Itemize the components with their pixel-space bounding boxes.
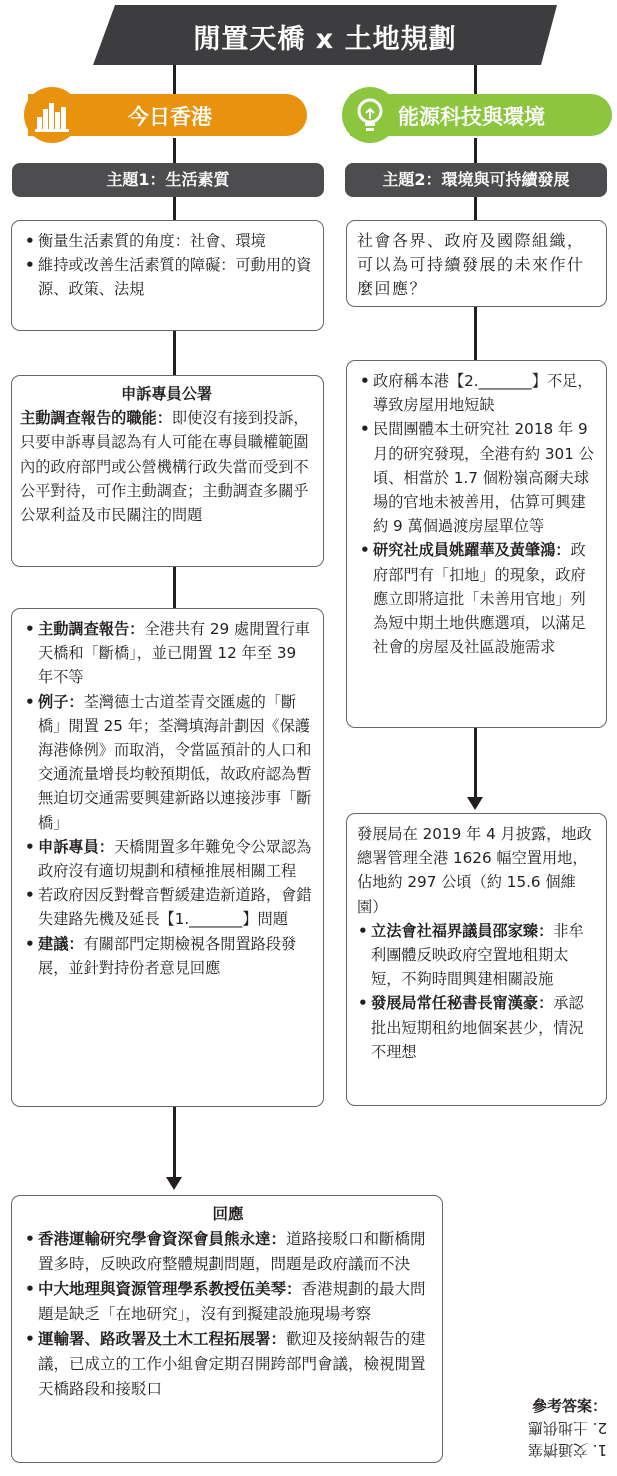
list-item bbox=[24, 1227, 432, 1277]
text-body: 天橋閒置多年難免令公眾認為政府沒有適切規劃和積極推展相關工程 bbox=[38, 837, 312, 881]
connector-line bbox=[474, 307, 477, 361]
text-body: 政府部門有「扣地」的現象，政府應立即將這批「未善用官地」列為短中期土地供應選項，以滿足社會的房屋及社區設施需求 bbox=[373, 541, 586, 657]
title-banner bbox=[93, 5, 557, 65]
section-title-left: 今日香港 bbox=[128, 105, 212, 129]
list-item bbox=[359, 369, 598, 417]
connector-line bbox=[173, 566, 176, 608]
box-text: 社會各界、政府及國際組織，可以為可持續發展的未來作什麼回應？ bbox=[357, 231, 585, 299]
list-item bbox=[359, 538, 598, 659]
text-label: 主動調查報告： bbox=[38, 620, 145, 638]
connector-line bbox=[173, 331, 176, 376]
city-skyline-icon bbox=[24, 87, 80, 143]
list-item bbox=[24, 932, 313, 980]
section-title-right: 能源科技與環境 bbox=[398, 105, 545, 129]
text-label: 中大地理與資源管理學系教授伍美琴： bbox=[38, 1280, 302, 1298]
text-body: 若政府因反對聲音暫緩建造新道路，會錯失建路先機及延長【1._______】問題 bbox=[38, 886, 312, 929]
section-label-hong-kong bbox=[28, 94, 307, 136]
list-item bbox=[357, 991, 598, 1064]
box-text: 發展局在 2019 年 4 月披露，地政總署管理全港 1626 幅空置用地，佔地約 297 公頃（約 15.6 個維園） bbox=[357, 825, 592, 916]
response-box bbox=[11, 1195, 443, 1463]
answer-1: 1. 交通擠塞 bbox=[527, 1441, 607, 1459]
left-box-quality-of-life bbox=[11, 220, 324, 331]
connector-line bbox=[474, 138, 477, 166]
connector-line bbox=[173, 196, 176, 222]
text-body: 民間團體本土研究社 2018 年 9 月的研究發現，全港有約 301 公頃、相當於 1.7 個粉嶺高爾夫球場的官地未被善用，估算可興建約 9 萬個過渡房屋單位等 bbox=[373, 420, 594, 536]
text-label: 運輸署、路政署及土木工程拓展署： bbox=[38, 1330, 287, 1348]
text-label: 香港運輸研究學會資深會員熊永達： bbox=[38, 1230, 287, 1248]
text-body: 即使沒有接到投訴，只要申訴專員認為有人可能在專員職權範圍內的政府部門或公營機構行政失當而受到不公平對待，可作主動調查；主動調查多關乎公眾利益及市民關注的問題 bbox=[20, 409, 309, 525]
reference-answers bbox=[497, 1395, 607, 1461]
text-body: 非牟利團體反映政府空置地租期太短，不夠時間興建相關設施 bbox=[371, 921, 584, 989]
right-box-land-shortage bbox=[346, 360, 607, 728]
list-item bbox=[24, 617, 313, 690]
section-label-energy bbox=[350, 94, 612, 136]
lightbulb-icon bbox=[342, 87, 398, 143]
list-item: • 衡量生活素質的角度：社會、環境 bbox=[24, 229, 313, 253]
connector-line bbox=[173, 138, 176, 166]
list-item bbox=[357, 919, 598, 992]
list-item bbox=[359, 417, 598, 538]
text-label: 發展局常任秘書長甯漢豪： bbox=[371, 994, 554, 1013]
list-item bbox=[24, 883, 313, 931]
text-body: 荃灣德士古道荃青交匯處的「斷橋」閒置 25 年；荃灣填海計劃因《保護海港條例》而取消，令當區預計的人口和交通流量增長均較預期低，故政府認為暫無迫切交通需要興建新路以連接涉事「斷橋」 bbox=[38, 692, 312, 832]
text-body: 道路接駁口和斷橋閒置多時，反映政府整體規劃問題，問題是政府議而不決 bbox=[38, 1230, 426, 1273]
right-box-vacant-land bbox=[346, 813, 607, 1106]
theme-bar-left: 主題1：生活素質 bbox=[12, 163, 324, 197]
text-label: 研究社成員姚躍華及黃肇鴻： bbox=[373, 541, 571, 560]
left-box-investigation bbox=[11, 608, 324, 1107]
list-item bbox=[24, 1277, 432, 1327]
text-label: 立法會社福界議員邵家臻： bbox=[371, 921, 554, 940]
list-item: • 維持或改善生活素質的障礙：可動用的資源、政策、法規 bbox=[24, 253, 313, 301]
list-item bbox=[24, 835, 313, 883]
text-body: 有關部門定期檢視各閒置路段發展，並針對持份者意見回應 bbox=[38, 934, 297, 977]
arrow-down-icon bbox=[166, 1177, 182, 1190]
box-text bbox=[20, 406, 313, 527]
text-body: 歡迎及接納報告的建議，已成立的工作小組會定期召開跨部門會議，檢視閒置天橋路段和接駁口 bbox=[38, 1330, 426, 1398]
list-item bbox=[24, 690, 313, 835]
text-label: 主動調查報告的職能： bbox=[20, 409, 172, 428]
theme-bar-right: 主題2：環境與可持續發展 bbox=[345, 163, 607, 197]
text-body: 全港共有 29 處閒置行車天橋和「斷橋」，並已閒置 12 年至 39 年不等 bbox=[38, 620, 310, 687]
text-body: 政府稱本港【2._______】不足，導致房屋用地短缺 bbox=[373, 372, 593, 415]
connector-line bbox=[474, 727, 477, 797]
box-heading: 申訴專員公署 bbox=[120, 385, 213, 403]
box-heading: 回應 bbox=[212, 1205, 244, 1223]
arrow-down-icon bbox=[467, 797, 483, 810]
answer-2: 2. 土地供應 bbox=[527, 1419, 607, 1437]
connector-line bbox=[173, 1106, 176, 1178]
text-label: 例子： bbox=[38, 692, 84, 711]
text-label: 建議： bbox=[38, 934, 84, 953]
answers-heading: 參考答案： bbox=[531, 1397, 607, 1415]
text-body: 香港規劃的最大問題是缺乏「在地研究」，沒有到擬建設施現場考察 bbox=[38, 1280, 426, 1323]
list-item bbox=[24, 1327, 432, 1402]
page-title: 閒置天橋 x 土地規劃 bbox=[193, 24, 457, 55]
left-box-ombudsman bbox=[11, 375, 324, 567]
connector-line bbox=[474, 196, 477, 222]
right-box-question bbox=[346, 220, 607, 307]
text-body: 承認批出短期租約地個案甚少，情況不理想 bbox=[371, 994, 584, 1061]
text-label: 申訴專員： bbox=[38, 837, 114, 856]
